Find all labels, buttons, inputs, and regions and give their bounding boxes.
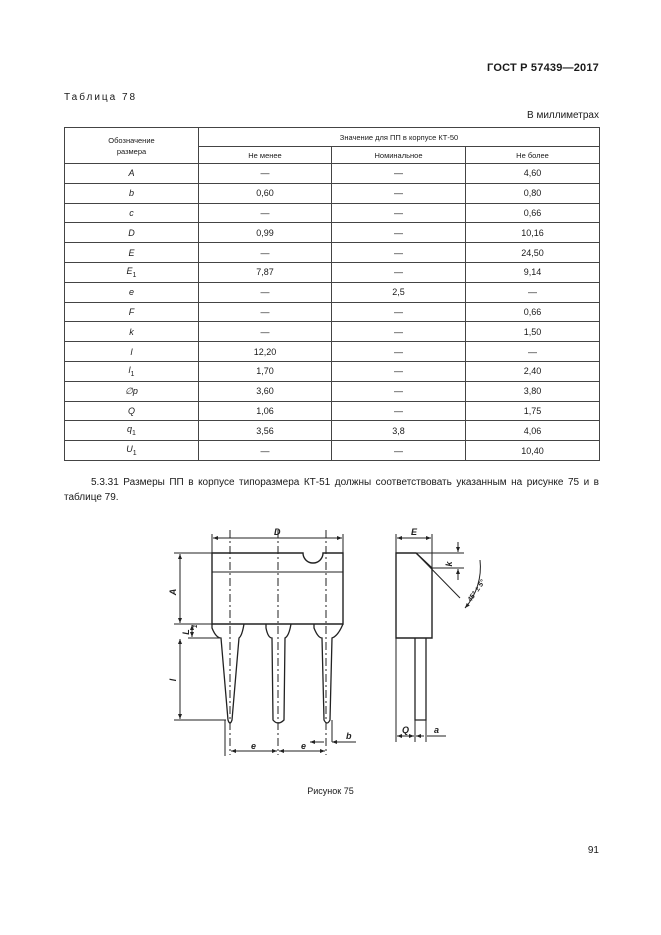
cell-max: 9,14: [466, 262, 600, 282]
cell-nom: —: [332, 164, 466, 184]
cell-designation: ∅p: [65, 381, 199, 401]
cell-designation: b: [65, 183, 199, 203]
cell-min: 3,56: [199, 421, 332, 441]
cell-min: —: [199, 164, 332, 184]
label-A: A: [168, 588, 178, 596]
figure-caption: Рисунок 75: [307, 786, 354, 796]
cell-max: —: [466, 342, 600, 362]
cell-max: 10,40: [466, 441, 600, 461]
table-row: [65, 401, 600, 421]
label-l: l: [168, 678, 178, 682]
cell-designation: e: [65, 282, 199, 302]
cell-nom: 3,8: [332, 421, 466, 441]
cell-nom: —: [332, 262, 466, 282]
table-row: [65, 203, 600, 223]
cell-min: —: [199, 322, 332, 342]
header-value-group: Значение для ПП в корпусе КТ-50: [199, 128, 600, 147]
table-row: [65, 322, 600, 342]
label-b: b: [346, 731, 352, 741]
cell-max: 0,66: [466, 302, 600, 322]
figure-75-drawing: [160, 520, 500, 780]
cell-max: 10,16: [466, 223, 600, 243]
cell-nom: —: [332, 381, 466, 401]
cell-max: 4,06: [466, 421, 600, 441]
label-E: E: [411, 527, 418, 537]
side-lead: [415, 638, 426, 720]
cell-min: 0,60: [199, 183, 332, 203]
header-nominal: Номинальное: [332, 147, 466, 164]
cell-designation: A: [65, 164, 199, 184]
table-row: [65, 441, 600, 461]
cell-nom: —: [332, 322, 466, 342]
table-row: [65, 223, 600, 243]
cell-max: —: [466, 282, 600, 302]
cell-nom: —: [332, 223, 466, 243]
cell-designation: $E_1$: [65, 262, 199, 282]
page-number: 91: [587, 845, 599, 856]
cell-max: 2,40: [466, 361, 600, 381]
cell-nom: —: [332, 401, 466, 421]
cell-min: 1,70: [199, 361, 332, 381]
cell-nom: —: [332, 243, 466, 263]
cell-max: 0,66: [466, 203, 600, 223]
pin-right: [314, 624, 343, 723]
cell-min: —: [199, 243, 332, 263]
dimensions-table: [64, 127, 600, 461]
table-row: [65, 282, 600, 302]
label-k: k: [444, 561, 454, 567]
cell-min: —: [199, 203, 332, 223]
cell-max: 1,50: [466, 322, 600, 342]
cell-designation: $l_1$: [65, 361, 199, 381]
cell-nom: —: [332, 203, 466, 223]
label-angle: 45° ± 5°: [466, 578, 487, 604]
cell-designation: $U_1$: [65, 441, 199, 461]
cell-nom: —: [332, 342, 466, 362]
cell-max: 3,80: [466, 381, 600, 401]
cell-designation: Q: [65, 401, 199, 421]
cell-min: —: [199, 441, 332, 461]
side-body: [396, 553, 432, 638]
cell-nom: —: [332, 361, 466, 381]
cell-min: 1,06: [199, 401, 332, 421]
paragraph-5-3-31: 5.3.31 Размеры ПП в корпусе типоразмера КТ-51 должны соответствовать указанным на рисунке 75 и в таблице 79.: [64, 477, 599, 503]
cell-designation: E: [65, 243, 199, 263]
label-e-1: e: [251, 741, 257, 751]
label-Q: Q: [402, 725, 410, 735]
units-note: В миллиметрах: [527, 110, 599, 121]
cell-min: 3,60: [199, 381, 332, 401]
cell-min: 7,87: [199, 262, 332, 282]
cell-min: —: [199, 282, 332, 302]
cell-nom: —: [332, 183, 466, 203]
header-min: Не менее: [199, 147, 332, 164]
cell-max: 1,75: [466, 401, 600, 421]
table-row: [65, 164, 600, 184]
cell-max: 0,80: [466, 183, 600, 203]
cell-nom: —: [332, 441, 466, 461]
label-L-sub: 1: [193, 624, 199, 628]
cell-designation: k: [65, 322, 199, 342]
cell-max: 24,50: [466, 243, 600, 263]
cell-designation: $q_1$: [65, 421, 199, 441]
label-D: D: [274, 527, 281, 537]
cell-nom: —: [332, 302, 466, 322]
cell-designation: D: [65, 223, 199, 243]
cell-min: —: [199, 302, 332, 322]
table-row: [65, 243, 600, 263]
header-designation: Обозначение размера: [65, 128, 199, 164]
table-row: [65, 342, 600, 362]
cell-min: 12,20: [199, 342, 332, 362]
table-row: [65, 302, 600, 322]
cell-min: 0,99: [199, 223, 332, 243]
label-e-2: e: [301, 741, 307, 751]
cell-designation: F: [65, 302, 199, 322]
table-caption: Таблица 78: [64, 92, 138, 103]
cell-designation: l: [65, 342, 199, 362]
table-body: [65, 164, 600, 461]
cell-nom: 2,5: [332, 282, 466, 302]
standard-header: ГОСТ Р 57439—2017: [487, 62, 599, 74]
table-row: [65, 183, 600, 203]
header-max: Не более: [466, 147, 600, 164]
table-row: [65, 381, 600, 401]
table-row: [65, 361, 600, 381]
label-a: a: [434, 725, 440, 735]
table-row: [65, 421, 600, 441]
label-L: L: [181, 629, 191, 635]
pin-left: [212, 624, 244, 723]
cell-max: 4,60: [466, 164, 600, 184]
cell-designation: c: [65, 203, 199, 223]
table-row: [65, 262, 600, 282]
